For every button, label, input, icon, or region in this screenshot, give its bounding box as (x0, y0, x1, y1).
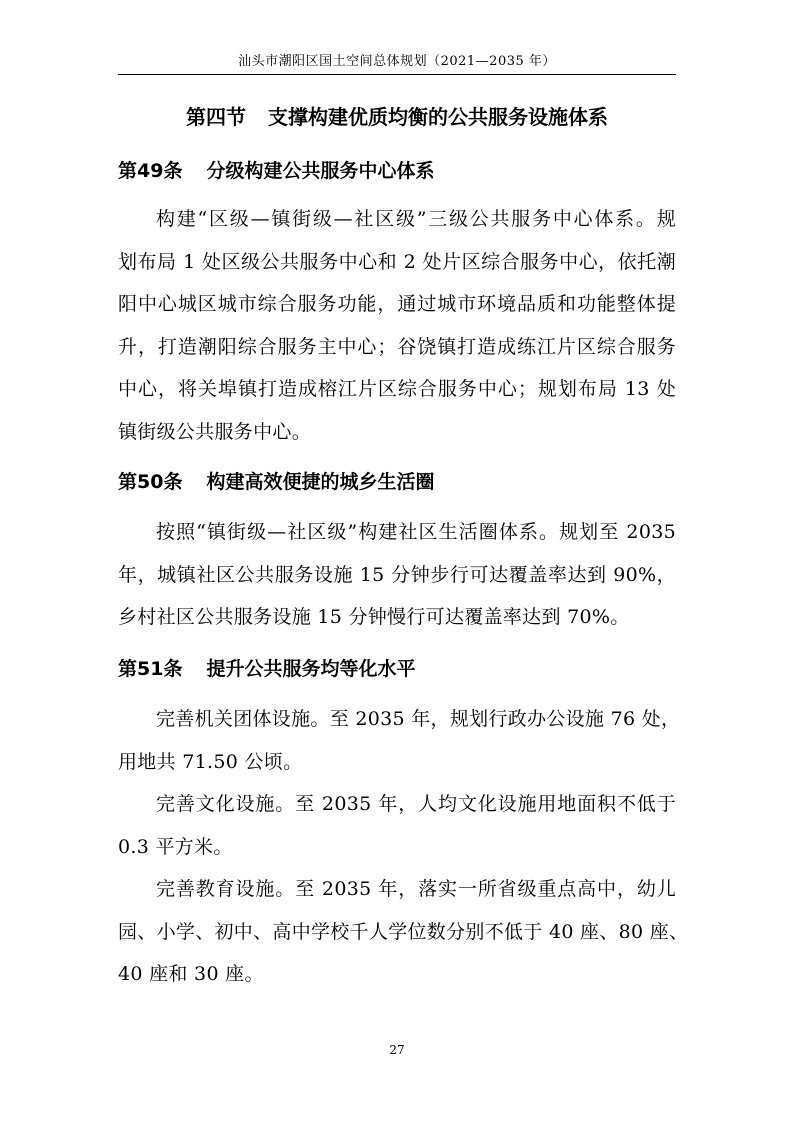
article-49-heading (118, 157, 676, 185)
running-header: 汕头市潮阳区国土空间总体规划（2021—2035 年） (238, 54, 556, 69)
text-line: 划布局 1 处区级公共服务中心和 2 处片区综合服务中心，依托潮 (118, 250, 676, 273)
text-line: 园、小学、初中、高中学校千人学位数分别不低于 40 座、80 座、 (118, 920, 689, 943)
text-line: 按照“镇街级—社区级”构建社区生活圈体系。规划至 2035 (156, 521, 676, 543)
article-51-paragraph-1 (118, 698, 681, 783)
article-title: 构建高效便捷的城乡生活圈 (206, 471, 435, 493)
text-line: 乡村社区公共服务设施 15 分钟慢行可达覆盖率达到 70%。 (118, 606, 630, 628)
article-51-paragraph-3 (118, 868, 689, 996)
page-number: 27 (389, 1043, 405, 1057)
section-title-text: 支撑构建优质均衡的公共服务设施体系 (268, 105, 608, 129)
text-line: 完善文化设施。至 2035 年，人均文化设施用地面积不低于 (156, 793, 676, 815)
text-line: 中心，将关埠镇打造成榕江片区综合服务中心；规划布局 13 处 (118, 378, 676, 400)
text-line: 0.3 平方米。 (118, 835, 233, 858)
article-51-heading (118, 655, 676, 683)
section-title (118, 103, 676, 131)
article-title: 提升公共服务均等化水平 (206, 658, 416, 680)
article-number: 第50条 (118, 471, 183, 493)
header-divider (118, 74, 676, 75)
text-line: 阳中心城区城市综合服务功能，通过城市环境品质和功能整体提 (118, 293, 676, 315)
article-title: 分级构建公共服务中心体系 (206, 160, 435, 182)
section-number: 第四节 (186, 105, 246, 129)
text-line: 升，打造潮阳综合服务主中心；谷饶镇打造成练江片区综合服务 (118, 335, 676, 358)
text-line: 40 座和 30 座。 (118, 963, 264, 985)
text-line: 年，城镇社区公共服务设施 15 分钟步行可达覆盖率达到 90%， (118, 563, 676, 586)
text-line: 完善教育设施。至 2035 年，落实一所省级重点高中，幼儿 (156, 878, 676, 900)
article-number: 第51条 (118, 658, 183, 680)
text-line: 镇街级公共服务中心。 (118, 420, 312, 443)
article-number: 第49条 (118, 160, 183, 182)
article-50-body (118, 511, 676, 639)
text-line: 用地共 71.50 公顷。 (118, 750, 303, 773)
text-line: 构建“区级—镇街级—社区级”三级公共服务中心体系。规 (156, 208, 676, 230)
article-51-paragraph-2 (118, 783, 676, 868)
text-line: 完善机关团体设施。至 2035 年，规划行政办公设施 76 处， (156, 708, 681, 730)
article-50-heading (118, 468, 676, 496)
article-49-body (118, 198, 676, 453)
